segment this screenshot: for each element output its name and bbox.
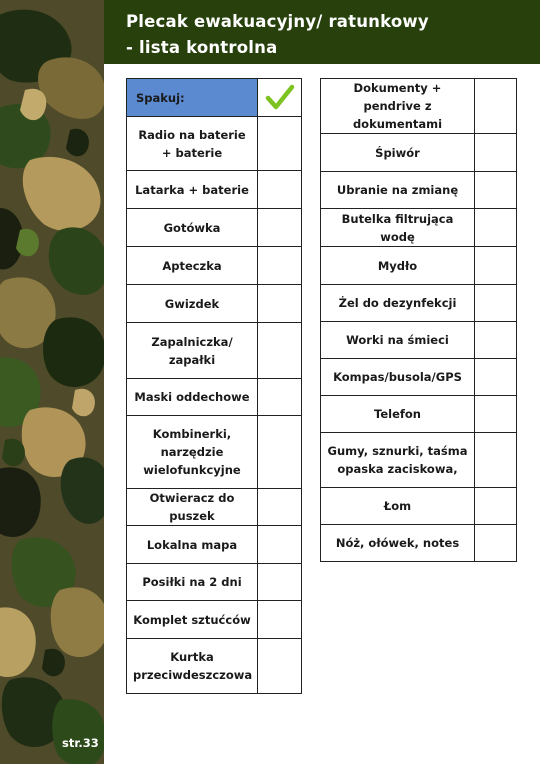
checkbox-cell[interactable] — [475, 285, 517, 322]
checklist-item-label: Apteczka — [127, 247, 258, 285]
checklist-item-label: Łom — [321, 488, 475, 525]
camouflage-background — [0, 0, 104, 764]
checklist-row — [127, 323, 302, 379]
checklist-row — [127, 639, 302, 694]
checkbox-cell[interactable] — [258, 639, 302, 694]
checklist-item-label: Śpiwór — [321, 134, 475, 172]
checkmark-icon — [264, 83, 296, 113]
checkbox-cell[interactable] — [258, 601, 302, 639]
checkbox-cell[interactable] — [258, 489, 302, 526]
checklist-item-label: Mydło — [321, 247, 475, 285]
checklist-header-row — [127, 79, 302, 117]
checklist-row — [321, 285, 517, 322]
checklist-row — [127, 489, 302, 526]
checklist-row — [127, 416, 302, 489]
checklist-row — [321, 247, 517, 285]
checklist-row — [321, 172, 517, 209]
header-check-cell — [258, 79, 302, 117]
checkbox-cell[interactable] — [475, 359, 517, 396]
title-line-1: Plecak ewakuacyjny/ ratunkowy — [126, 12, 429, 31]
checkbox-cell[interactable] — [475, 79, 517, 134]
page-title — [126, 9, 526, 61]
checklist-item-label: Komplet sztućców — [127, 601, 258, 639]
checkbox-cell[interactable] — [258, 564, 302, 601]
checkbox-cell[interactable] — [258, 416, 302, 489]
checklist-left-table — [126, 78, 302, 694]
checklist-row — [321, 134, 517, 172]
checkbox-cell[interactable] — [258, 171, 302, 209]
checkbox-cell[interactable] — [475, 172, 517, 209]
checkbox-cell[interactable] — [475, 396, 517, 433]
checkbox-cell[interactable] — [258, 323, 302, 379]
checklist-item-label: Nóż, ołówek, notes — [321, 525, 475, 562]
checklist-row — [321, 433, 517, 488]
checkbox-cell[interactable] — [258, 285, 302, 323]
checkbox-cell[interactable] — [258, 209, 302, 247]
checklist-row — [127, 209, 302, 247]
checkbox-cell[interactable] — [475, 247, 517, 285]
checkbox-cell[interactable] — [475, 433, 517, 488]
checklist-item-label: Posiłki na 2 dni — [127, 564, 258, 601]
checklist-item-label: Otwieracz do puszek — [127, 489, 258, 526]
checklist-row — [127, 285, 302, 323]
checklist-row — [321, 359, 517, 396]
checklist-row — [321, 525, 517, 562]
checkbox-cell[interactable] — [258, 117, 302, 171]
checklist-row — [321, 322, 517, 359]
checklist-item-label: Radio na baterie + baterie — [127, 117, 258, 171]
checkbox-cell[interactable] — [475, 209, 517, 247]
checklist-item-label: Dokumenty + pendrive z dokumentami — [321, 79, 475, 134]
checklist-row — [127, 379, 302, 416]
checklist-item-label: Ubranie na zmianę — [321, 172, 475, 209]
checklist-item-label: Worki na śmieci — [321, 322, 475, 359]
checkbox-cell[interactable] — [475, 134, 517, 172]
checklist-item-label: Kurtka przeciwdeszczowa — [127, 639, 258, 694]
checklist-right-table — [320, 78, 517, 562]
page-number: str.33 — [62, 736, 99, 750]
checkbox-cell[interactable] — [258, 247, 302, 285]
checklist-row — [321, 396, 517, 433]
checklist-row — [321, 209, 517, 247]
checklist-row — [127, 601, 302, 639]
checkbox-cell[interactable] — [475, 488, 517, 525]
checklist-item-label: Gumy, sznurki, taśma opaska zaciskowa, — [321, 433, 475, 488]
checklist-item-label: Kombinerki, narzędzie wielofunkcyjne — [127, 416, 258, 489]
checklist-item-label: Butelka filtrująca wodę — [321, 209, 475, 247]
checkbox-cell[interactable] — [475, 322, 517, 359]
checklist-item-label: Żel do dezynfekcji — [321, 285, 475, 322]
checklist-item-label: Telefon — [321, 396, 475, 433]
title-line-2: - lista kontrolna — [126, 38, 278, 57]
checklist-row — [127, 564, 302, 601]
checklist-row — [321, 79, 517, 134]
checkbox-cell[interactable] — [258, 379, 302, 416]
spakuj-header-label: Spakuj: — [127, 79, 258, 117]
checklist-item-label: Latarka + baterie — [127, 171, 258, 209]
checklist-item-label: Gotówka — [127, 209, 258, 247]
checklist-item-label: Maski oddechowe — [127, 379, 258, 416]
checklist-item-label: Zapalniczka/ zapałki — [127, 323, 258, 379]
checklist-item-label: Gwizdek — [127, 285, 258, 323]
checklist-row — [127, 247, 302, 285]
checklist-row — [127, 526, 302, 564]
checkbox-cell[interactable] — [258, 526, 302, 564]
checklist-row — [127, 117, 302, 171]
checklist-item-label: Lokalna mapa — [127, 526, 258, 564]
checkbox-cell[interactable] — [475, 525, 517, 562]
checklist-item-label: Kompas/busola/GPS — [321, 359, 475, 396]
checklist-row — [127, 171, 302, 209]
checklist-row — [321, 488, 517, 525]
